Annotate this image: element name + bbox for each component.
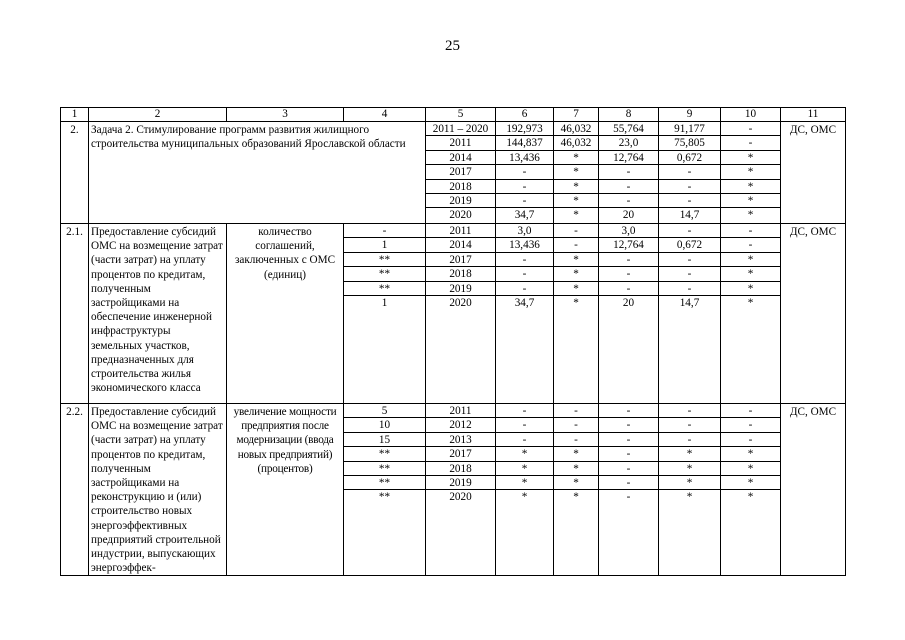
year: 2013 bbox=[426, 433, 495, 447]
value: 14,7 bbox=[679, 296, 700, 309]
indicator-name: количество соглашений, заключенных с ОМС (единиц) bbox=[227, 224, 344, 404]
table-row-2-2 bbox=[61, 404, 846, 576]
value: * bbox=[721, 194, 780, 208]
value: 0,672 bbox=[659, 238, 720, 252]
value: * bbox=[721, 180, 780, 194]
value-stack bbox=[659, 122, 720, 223]
value: * bbox=[721, 462, 780, 476]
value: 23,0 bbox=[599, 136, 658, 150]
value: * bbox=[721, 447, 780, 461]
value-stack bbox=[659, 224, 720, 310]
value: ** bbox=[344, 476, 425, 490]
value-stack bbox=[496, 122, 553, 223]
value: * bbox=[554, 151, 598, 165]
value: 5 bbox=[344, 404, 425, 418]
value: - bbox=[496, 253, 553, 267]
col7-cell bbox=[554, 122, 599, 224]
value: 1 bbox=[381, 296, 388, 309]
value: - bbox=[496, 433, 553, 447]
value: - bbox=[599, 418, 658, 432]
col9-cell bbox=[659, 404, 721, 576]
years-cell bbox=[426, 122, 496, 224]
program-table bbox=[60, 107, 846, 576]
years-stack bbox=[426, 404, 495, 505]
value: 10 bbox=[344, 418, 425, 432]
value: * bbox=[573, 491, 579, 504]
value-stack bbox=[496, 224, 553, 310]
value: * bbox=[721, 476, 780, 490]
value-stack bbox=[721, 224, 780, 310]
executor-cell: ДС, ОМС bbox=[781, 404, 846, 576]
col9-cell bbox=[659, 122, 721, 224]
header-cell: 1 bbox=[61, 108, 89, 122]
year: 2020 bbox=[449, 209, 472, 222]
value: * bbox=[554, 476, 598, 490]
value: - bbox=[626, 491, 631, 504]
value: * bbox=[659, 462, 720, 476]
value: - bbox=[554, 238, 598, 252]
value-stack bbox=[659, 404, 720, 505]
year: 2014 bbox=[426, 238, 495, 252]
value: 15 bbox=[344, 433, 425, 447]
value: 13,436 bbox=[496, 151, 553, 165]
value: 12,764 bbox=[599, 238, 658, 252]
row-number: 2. bbox=[61, 122, 89, 224]
col7-cell bbox=[554, 404, 599, 576]
value: * bbox=[721, 282, 780, 296]
executor-cell: ДС, ОМС bbox=[781, 224, 846, 404]
col4-cell bbox=[344, 224, 426, 404]
col9-cell bbox=[659, 224, 721, 404]
value: - bbox=[554, 224, 598, 238]
value: * bbox=[747, 491, 754, 504]
year: 2011 – 2020 bbox=[426, 122, 495, 136]
value-stack bbox=[554, 122, 598, 223]
value: 46,032 bbox=[554, 136, 598, 150]
row-number: 2.2. bbox=[61, 404, 89, 576]
value: * bbox=[659, 476, 720, 490]
col7-cell bbox=[554, 224, 599, 404]
years-cell bbox=[426, 224, 496, 404]
header-row bbox=[61, 108, 846, 122]
value: - bbox=[721, 238, 780, 252]
value: * bbox=[496, 462, 553, 476]
year: 2018 bbox=[426, 267, 495, 281]
value: ** bbox=[344, 267, 425, 281]
years-cell bbox=[426, 404, 496, 576]
value: 75,805 bbox=[659, 136, 720, 150]
value: ** bbox=[344, 282, 425, 296]
value: - bbox=[659, 282, 720, 296]
value-stack bbox=[599, 404, 658, 505]
value-stack bbox=[554, 224, 598, 310]
value: * bbox=[554, 253, 598, 267]
value: - bbox=[659, 404, 720, 418]
value: 144,837 bbox=[496, 136, 553, 150]
value: - bbox=[599, 194, 658, 208]
value-stack bbox=[344, 224, 425, 310]
year: 2011 bbox=[426, 136, 495, 150]
col8-cell bbox=[599, 122, 659, 224]
value-stack bbox=[554, 404, 598, 505]
header-cell: 5 bbox=[426, 108, 496, 122]
header-cell: 9 bbox=[659, 108, 721, 122]
value: 3,0 bbox=[599, 224, 658, 238]
value: - bbox=[659, 418, 720, 432]
value: - bbox=[659, 194, 720, 208]
value: ** bbox=[344, 253, 425, 267]
value: * bbox=[554, 462, 598, 476]
value: - bbox=[554, 433, 598, 447]
year: 2019 bbox=[426, 194, 495, 208]
col6-cell bbox=[496, 224, 554, 404]
col4-cell bbox=[344, 404, 426, 576]
years-stack bbox=[426, 122, 495, 223]
col6-cell bbox=[496, 122, 554, 224]
year: 2020 bbox=[449, 491, 472, 504]
value: - bbox=[496, 194, 553, 208]
year: 2014 bbox=[426, 151, 495, 165]
value: - bbox=[599, 165, 658, 179]
value: - bbox=[659, 433, 720, 447]
value: * bbox=[573, 296, 579, 309]
value: 46,032 bbox=[554, 122, 598, 136]
value: * bbox=[686, 491, 693, 504]
value: - bbox=[599, 180, 658, 194]
value: 13,436 bbox=[496, 238, 553, 252]
value: * bbox=[554, 180, 598, 194]
value: - bbox=[599, 253, 658, 267]
value: 91,177 bbox=[659, 122, 720, 136]
value: 34,7 bbox=[514, 296, 535, 309]
value-stack bbox=[721, 404, 780, 505]
col10-cell bbox=[721, 404, 781, 576]
value: ** bbox=[378, 491, 391, 504]
value: * bbox=[554, 282, 598, 296]
value: 20 bbox=[622, 209, 635, 222]
value: - bbox=[721, 224, 780, 238]
value: - bbox=[599, 267, 658, 281]
value: 20 bbox=[622, 296, 635, 309]
header-cell: 2 bbox=[89, 108, 227, 122]
value-stack bbox=[496, 404, 553, 505]
header-cell: 10 bbox=[721, 108, 781, 122]
value: 14,7 bbox=[679, 209, 700, 222]
value: - bbox=[496, 180, 553, 194]
year: 2019 bbox=[426, 476, 495, 490]
value: 3,0 bbox=[496, 224, 553, 238]
value: - bbox=[721, 404, 780, 418]
year: 2017 bbox=[426, 253, 495, 267]
header-cell: 7 bbox=[554, 108, 599, 122]
year: 2018 bbox=[426, 180, 495, 194]
indicator-name: увеличение мощности предприятия после модернизации (ввода новых предприятий) (процентов) bbox=[227, 404, 344, 576]
value: - bbox=[496, 165, 553, 179]
page-number: 25 bbox=[445, 38, 460, 54]
value-stack bbox=[721, 122, 780, 223]
year: 2020 bbox=[449, 296, 472, 309]
value: * bbox=[521, 491, 528, 504]
value: * bbox=[496, 447, 553, 461]
value: - bbox=[659, 267, 720, 281]
col10-cell bbox=[721, 122, 781, 224]
activity-name: Предоставление субсидий ОМС на возмещение затрат (части затрат) на уплату процентов по кредитам, полученным застройщиками на обеспечение инженерной инфраструктуры земельных участков, предназначенных для строительства жилья экономического класса bbox=[89, 224, 227, 404]
value: ** bbox=[344, 447, 425, 461]
value: - bbox=[344, 224, 425, 238]
year: 2017 bbox=[426, 165, 495, 179]
value: - bbox=[496, 282, 553, 296]
header-cell: 6 bbox=[496, 108, 554, 122]
value: - bbox=[496, 418, 553, 432]
value: * bbox=[554, 447, 598, 461]
table-row-2 bbox=[61, 122, 846, 224]
year: 2012 bbox=[426, 418, 495, 432]
value: 192,973 bbox=[496, 122, 553, 136]
value: - bbox=[721, 136, 780, 150]
value: * bbox=[721, 151, 780, 165]
value: - bbox=[496, 404, 553, 418]
value: - bbox=[599, 476, 658, 490]
value: ** bbox=[344, 462, 425, 476]
value: - bbox=[599, 462, 658, 476]
table-row-2-1 bbox=[61, 224, 846, 404]
value-stack bbox=[599, 224, 658, 310]
activity-name: Предоставление субсидий ОМС на возмещение затрат (части затрат) на уплату процентов по кредитам, полученным застройщиками на реконструкцию и (или) строительство новых энергоэффективных предприятий строительной индустрии, выпускающих энергоэффек- bbox=[89, 404, 227, 576]
year: 2017 bbox=[426, 447, 495, 461]
value: - bbox=[496, 267, 553, 281]
value-stack bbox=[344, 404, 425, 505]
value: * bbox=[747, 209, 754, 222]
value: 34,7 bbox=[514, 209, 535, 222]
task-title: Задача 2. Стимулирование программ развития жилищного строительства муниципальных образований Ярославской области bbox=[89, 122, 426, 224]
col8-cell bbox=[599, 404, 659, 576]
col6-cell bbox=[496, 404, 554, 576]
year: 2018 bbox=[426, 462, 495, 476]
value: - bbox=[659, 180, 720, 194]
col8-cell bbox=[599, 224, 659, 404]
col10-cell bbox=[721, 224, 781, 404]
value: 1 bbox=[344, 238, 425, 252]
value: * bbox=[659, 447, 720, 461]
value-stack bbox=[599, 122, 658, 223]
value: - bbox=[554, 404, 598, 418]
value: - bbox=[599, 282, 658, 296]
value: * bbox=[721, 165, 780, 179]
header-cell: 4 bbox=[344, 108, 426, 122]
header-cell: 11 bbox=[781, 108, 846, 122]
year: 2019 bbox=[426, 282, 495, 296]
value: * bbox=[747, 296, 754, 309]
executor-cell: ДС, ОМС bbox=[781, 122, 846, 224]
value: * bbox=[573, 209, 579, 222]
header-cell: 8 bbox=[599, 108, 659, 122]
year: 2011 bbox=[426, 224, 495, 238]
value: - bbox=[659, 165, 720, 179]
value: - bbox=[599, 433, 658, 447]
value: 12,764 bbox=[599, 151, 658, 165]
value: * bbox=[496, 476, 553, 490]
value: 55,764 bbox=[599, 122, 658, 136]
value: - bbox=[721, 122, 780, 136]
value: 0,672 bbox=[659, 151, 720, 165]
value: * bbox=[554, 165, 598, 179]
value: * bbox=[721, 267, 780, 281]
year: 2011 bbox=[426, 404, 495, 418]
value: - bbox=[659, 253, 720, 267]
value: - bbox=[599, 447, 658, 461]
value: * bbox=[721, 253, 780, 267]
value: * bbox=[554, 267, 598, 281]
header-cell: 3 bbox=[227, 108, 344, 122]
value: - bbox=[599, 404, 658, 418]
value: - bbox=[721, 433, 780, 447]
value: * bbox=[554, 194, 598, 208]
value: - bbox=[554, 418, 598, 432]
value: - bbox=[659, 224, 720, 238]
row-number: 2.1. bbox=[61, 224, 89, 404]
value: - bbox=[721, 418, 780, 432]
years-stack bbox=[426, 224, 495, 310]
